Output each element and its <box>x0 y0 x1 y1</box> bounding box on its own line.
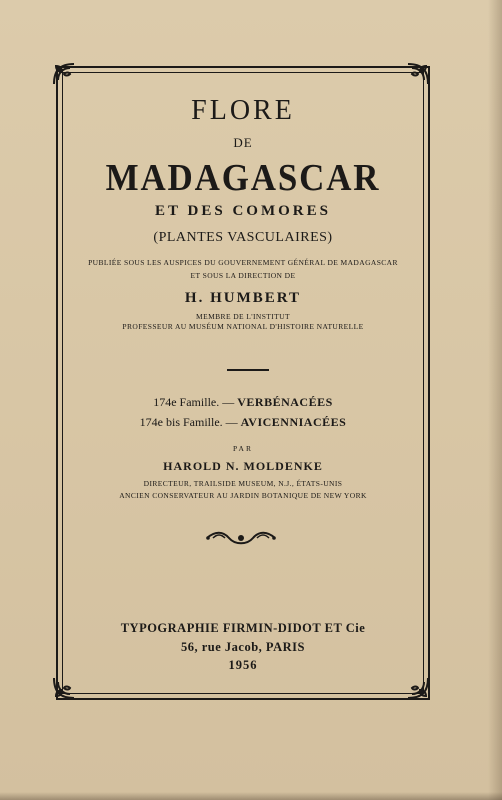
title-et-des-comores: ET DES COMORES <box>155 203 331 219</box>
family-2 <box>62 415 424 430</box>
author-title-1: DIRECTEUR, TRAILSIDE MUSEUM, N.J., ÉTATS-UNIS <box>143 479 343 488</box>
corner-flourish-icon <box>404 674 432 702</box>
director-title-2: PROFESSEUR AU MUSÉUM NATIONAL D'HISTOIRE NATURELLE <box>122 322 364 331</box>
auspices-line-2: ET SOUS LA DIRECTION DE <box>190 271 296 280</box>
family-2-name: AVICENNIACÉES <box>240 415 347 429</box>
director-title-1: MEMBRE DE L'INSTITUT <box>196 312 290 321</box>
divider-rule <box>227 369 269 371</box>
subtitle: (PLANTES VASCULAIRES) <box>153 230 333 245</box>
by-label: PAR <box>233 444 253 453</box>
corner-flourish-icon <box>404 60 432 88</box>
director-name: H. HUMBERT <box>184 290 302 306</box>
ornament-flourish-icon <box>205 529 277 547</box>
corner-flourish-icon <box>50 60 78 88</box>
publisher: TYPOGRAPHIE FIRMIN-DIDOT ET Cie <box>120 621 366 635</box>
title-de: DE <box>233 135 253 150</box>
family-1-name: VERBÉNACÉES <box>237 395 333 409</box>
title-madagascar: MADAGASCAR <box>105 157 381 199</box>
author-title-2: ANCIEN CONSERVATEUR AU JARDIN BOTANIQUE DE NEW YORK <box>119 491 367 500</box>
title-flore: FLORE <box>191 95 295 126</box>
page-bottom-edge <box>0 792 502 800</box>
publisher-address: 56, rue Jacob, PARIS <box>180 640 305 654</box>
auspices-line-1: PUBLIÉE SOUS LES AUSPICES DU GOUVERNEMENT GÉNÉRAL DE MADAGASCAR <box>88 258 398 267</box>
author-name: HAROLD N. MOLDENKE <box>163 459 323 473</box>
family-2-number: 174e bis Famille. — <box>139 415 238 429</box>
family-1-number: 174e Famille. — <box>153 395 235 409</box>
family-1 <box>62 395 424 410</box>
corner-flourish-icon <box>50 674 78 702</box>
publication-year: 1956 <box>228 658 258 672</box>
page-edge-shadow <box>488 0 502 800</box>
